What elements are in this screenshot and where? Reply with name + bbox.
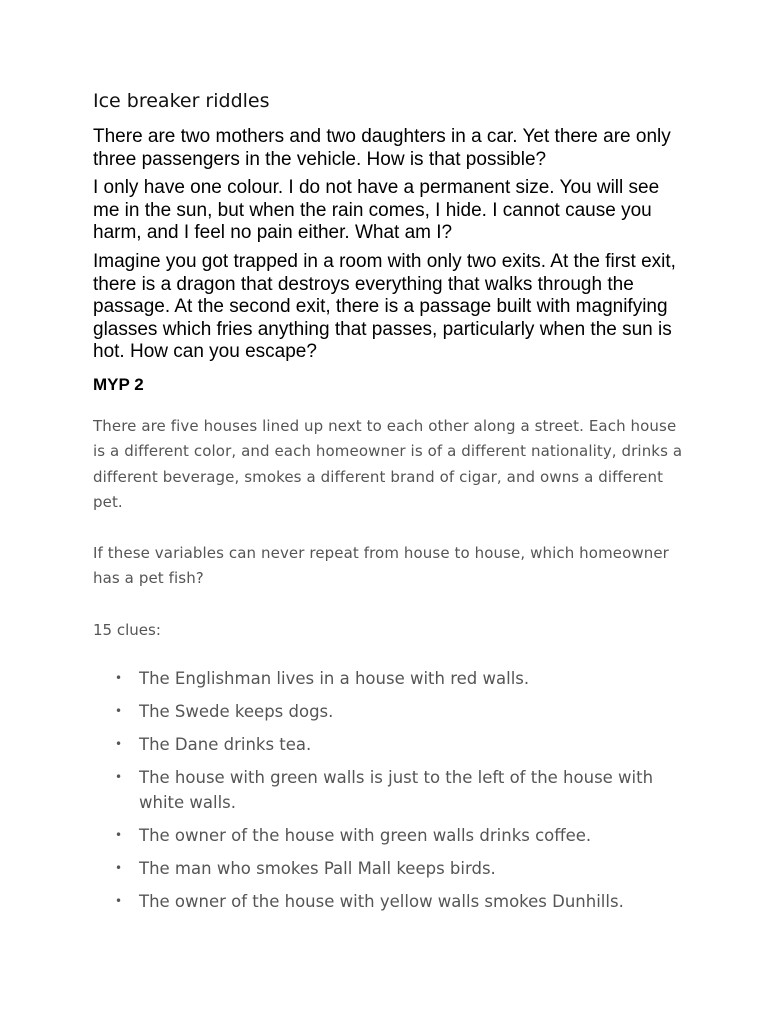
puzzle-intro-paragraph: There are five houses lined up next to each other along a street. Each house is a different color, and each homeowner is of a different nationality, drinks a different beverage, smokes a different brand of cigar, and owns a different pet.: [93, 416, 683, 511]
section-heading: MYP 2: [93, 374, 144, 394]
clue-text: The house with green walls is just to the left of the house with white walls.: [139, 767, 654, 812]
clue-text: The owner of the house with yellow walls smokes Dunhills.: [139, 891, 624, 911]
list-item: [93, 765, 683, 815]
clue-text: The Englishman lives in a house with red walls.: [139, 668, 530, 688]
list-item: [93, 699, 683, 724]
clue-text: The owner of the house with green walls drinks coffee.: [139, 825, 592, 845]
bullet-icon: •: [115, 736, 123, 751]
list-item: [93, 732, 683, 757]
clue-text: The Dane drinks tea.: [139, 734, 312, 754]
clue-text: The Swede keeps dogs.: [139, 701, 334, 721]
list-item: [93, 823, 683, 848]
puzzle-question-paragraph: If these variables can never repeat from house to house, which homeowner has a pet fish?: [93, 544, 669, 588]
bullet-icon: •: [115, 860, 123, 875]
clues-label: 15 clues:: [93, 620, 161, 639]
list-item: [93, 889, 683, 914]
bullet-icon: •: [115, 769, 123, 784]
riddle-1: There are two mothers and two daughters in a car. Yet there are only three passengers in the vehicle. How is that possible?: [93, 126, 671, 170]
list-item: [93, 856, 683, 881]
bullet-icon: •: [115, 703, 123, 718]
riddle-3: Imagine you got trapped in a room with only two exits. At the first exit, there is a dragon that destroys everything that walks through the passage. At the second exit, there is a passage built with magnifying glasses which fries anything that passes, particularly when the sun is hot. How can you escape?: [93, 250, 676, 363]
document-title: Ice breaker riddles: [93, 90, 270, 112]
riddle-2: I only have one colour. I do not have a permanent size. You will see me in the sun, but when the rain comes, I hide. I cannot cause you harm, and I feel no pain either. What am I?: [93, 177, 660, 244]
clue-list: [93, 666, 683, 914]
list-item: [93, 666, 683, 691]
document-page: [93, 88, 683, 922]
bullet-icon: •: [115, 893, 123, 908]
bullet-icon: •: [115, 670, 123, 685]
bullet-icon: •: [115, 827, 123, 842]
clue-text: The man who smokes Pall Mall keeps birds.: [139, 858, 496, 878]
